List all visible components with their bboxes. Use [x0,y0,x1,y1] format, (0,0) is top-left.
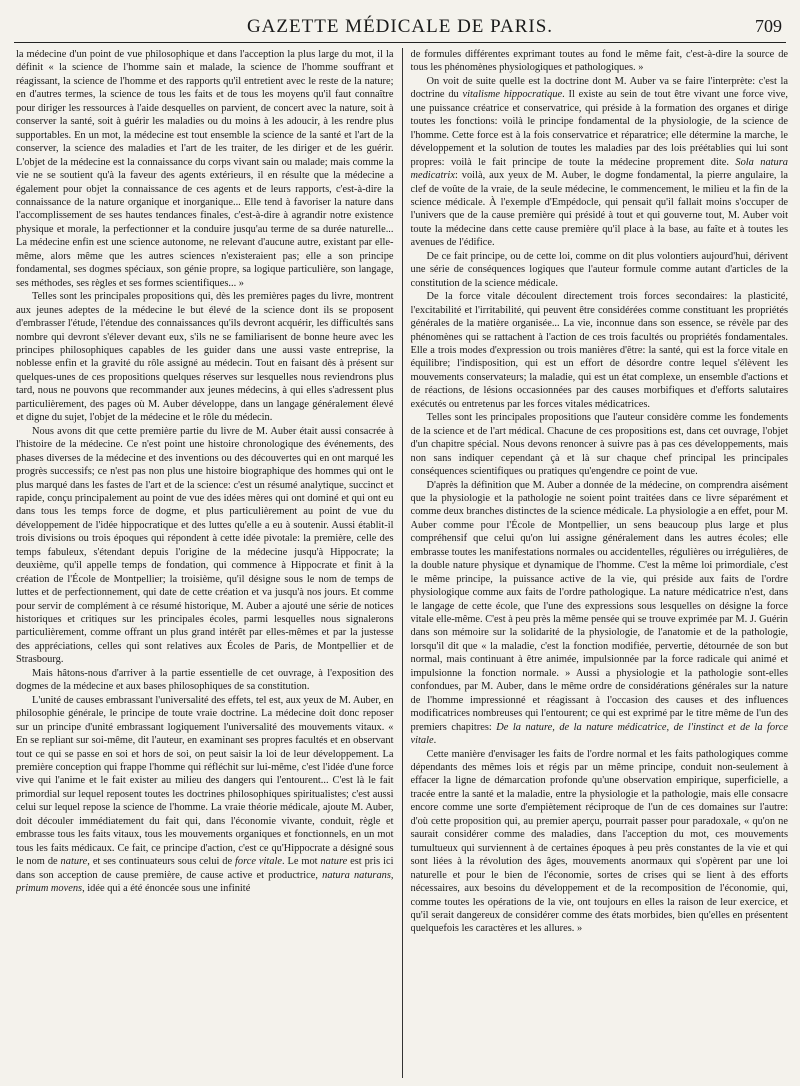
italic-term: natura naturans, primum movens [16,869,394,895]
paragraph: De la force vitale découlent directement trois forces secondaires: la plasticité, l'excitabilité et l'irritabilité, qui peuvent être considérées comme constituant les propriétés générales de la matière organisée... La vie, inconnue dans son essence, se révèle par des phénomènes qui se rattachent à l'action de ces trois facultés ou propriétés fondamentales. Elle a trois modes d'expression ou trois manières d'être: la santé, qui est la force vitale en équilibre; l'indisposition, qui est un effort de désordre contre lequel s'élèvent les mouvements conservateurs; la maladie, qui est un état complexe, un ensemble d'actions et de réactions, de lésions occasionnées par des causes morbifiques et d'efforts salutaires exécutés ou entretenus par les forces vitales médicatrices. [410,291,788,410]
italic-term: nature [60,856,88,868]
italic-term: Sola natura medicatrix [410,156,788,182]
text-columns [16,48,788,1078]
text-run: D'après la définition que M. Auber a donnée de la médecine, on comprendra aisément que la physiologie et la pathologie ne soient point traitées dans ce livre séparément et comme deux branches distinctes de la science médicale. La physiologie a en effet, pour M. Auber comme pour l'École de Montpellier, un sens beaucoup plus large et plus compréhensif que celui qu'on lui assigne généralement dans les autres écoles; elle embrasse toutes les manifestations normales ou accidentelles, régulières ou irrégulières, de la double nature physique et dynamique de l'homme. C'est la même loi primordiale, c'est le même principe, la puissance active de la vie, qui préside aux faits de l'ordre physiologique comme aux faits de l'ordre pathologique. La nature médicatrice n'est, dans le langage de cette école, que l'une des expressions sous lesquelles on désigne la force vitale elle-même. C'est à peu près la même pensée qui se trouve exprimée par M. J. Guérin dans son mémoire sur la solidarité de la physiologie, de l'anatomie et de la pathologie, lorsqu'il dit que « la maladie, c'est la fonction modifiée, pervertie, détournée de son but normal, mais continuant à être animée, impulsionnée par la force radicale qui animé et impulsionne la fonction normale. » Aussi a physiologie et la pathologie sont-elles confondues, par M. Auber, dans le même ordre de considérations générales sur la nature de l'homme impressionné et réagissant à l'occasion des causes et des influences modificatrices nombreuses qui l'entourent; ce qui est exprimé par le titre même de l'un des premiers chapitres: [410,479,788,733]
page-header [14,14,786,43]
paragraph [16,694,394,896]
text-run: . [433,735,437,747]
right-column [411,48,789,1078]
left-column [16,48,394,1078]
italic-term: De la nature, de la nature médicatrice, de l'instinct et de la force vitale [410,721,788,747]
publication-title: GAZETTE MÉDICALE DE PARIS. [246,16,554,37]
text-run: : voilà, aux yeux de M. Auber, le dogme fondamental, la pierre angulaire, la clef de voûte de la vraie, de la seule médecine, le commencement, le milieu et la fin de la science médicale. À l'exemple d'Empédocle, qui pensait qu'il fallait moins s'occuper de l'univers que de la cause première qui présidé à tout et qui gouverne tout, M. Auber voit toute la médecine dans cette cause première qu'il place à la base, au faîte et à toutes les avenues de l'édifice. [410,170,788,249]
text-run: est pris ici dans son acception de cause première, de cause active et productrice, [16,856,394,881]
italic-term: nature [320,856,348,868]
paragraph: Telles sont les principales propositions qui, dès les premières pages du livre, montrent aux jeunes adeptes de la médecine le but élevé de la science dont ils se proposent d'embrasser l'étude, l'étendue des connaissances qu'ils devront acquérir, les difficultés sans nombre qui devront s'élever devant eux, s'ils ne se familiarisent de bonne heure avec les principes philosophiques capables de les guider dans une aussi vaste entreprise, la noblesse enfin et la gravité du rôle assigné au médecin. Tout en faisant dès à présent sur quelques-unes de ces propositions quelques réserves sur lesquelles nous reviendrons plus tard, nous ne pouvons que recommander aux jeunes médecins, à qui elles s'adressent plus particulièrement, des pages où M. Auber développe, dans un langage généralement élevé et digne du sujet, l'objet de la médecine et le rôle du médecin. [16,291,394,424]
paragraph: Telles sont les principales propositions que l'auteur considère comme les fondements de la science et de l'art médical. Chacune de ces propositions est, dans cet ouvrage, l'objet d'un chapitre spécial. Nous devons renoncer à suivre pas à pas ces développements, mais non sans indiquer cependant çà et là sur chaque chef principal les principales conséquences scientifiques ou pratiques qu'engendre ce point de vue. [410,412,788,478]
text-run: . Le mot [281,856,321,868]
paragraph [411,75,789,250]
text-run: , idée qui a été énoncée sous une infinité [82,883,251,895]
italic-term: vitalisme hippocratique [462,89,563,101]
text-run: , et ses continuateurs sous celui de [87,856,235,868]
italic-term: force vitale [235,856,282,868]
paragraph: Mais hâtons-nous d'arriver à la partie essentielle de cet ouvrage, à l'exposition des dogmes de la médecine et aux bases philosophiques de sa constitution. [16,667,394,693]
page-number: 709 [755,16,782,36]
paragraph [411,479,789,748]
paragraph: de formules différentes exprimant toutes au fond le même fait, c'est-à-dire la source de tous les phénomènes physiologiques et pathologiques. » [410,49,788,74]
paragraph: De ce fait principe, ou de cette loi, comme on dit plus volontiers aujourd'hui, dérivent une série de conséquences logiques que l'auteur formule comme autant d'articles de la constitution de la science médicale. [410,250,788,289]
text-run: On voit de suite quelle est la doctrine dont M. Auber va se faire l'interprète: c'est la doctrine du [410,75,788,101]
paragraph: Cette manière d'envisager les faits de l'ordre normal et les faits pathologiques comme dépendants des mêmes lois et régis par un même principe, conduit non-seulement à effacer la ligne de démarcation profonde qu'une observation empirique, superficielle, a tracée entre la santé et la maladie, entre la physiologie et la pathologie, mais elle consacre encore comme une sorte d'empiètement réciproque de l'un de ces domaines sur l'autre: d'où cette proposition qui, au premier aperçu, pourrait passer pour paradoxale, « qu'on ne saurait considérer comme des maladies, dans l'acception du mot, ces mouvements tumultueux qui surviennent à de certaines époques à peu près constantes de la vie et qui sont liées à la révolution des âges, mouvements anormaux qui s'opèrent par une loi naturelle et pour le bien de l'économie, sortes de crises qui se lient à des efforts nécessaires, aux besoins du développement et de la recomposition de l'économie, qui, comme toutes les opérations de la vie, ont toujours en elles la raison de leur exercice, et qu'il serait dangereux de considérer comme des états morbides, bien qu'elles en présentent quelquefois les caractères et les allures. » [410,748,788,935]
text-run: L'unité de causes embrassant l'universalité des effets, tel est, aux yeux de M. Auber, en philosophie générale, le principe de toute vraie doctrine. La médecine doit donc reposer sur un principe d'unité embrassant logiquement l'universalité des mouvements vitaux. « En se repliant sur soi-même, dit l'auteur, en examinant ses propres facultés et en observant tout ce qui se passe en soi et hors de soi, on peut saisir la loi de leur développement. La première conception qui frappe l'homme qui réfléchit sur lui-même, c'est l'idée d'une force vive qui l'anime et le fait exister au milieu des dangers qui l'entourent... C'est là le fait primordial sur lequel reposent toutes les doctrines philosophiques spiritualistes; c'est aussi celui sur lequel repose la science de l'homme. La vraie théorie médicale, ajoute M. Auber, doit découler immédiatement du fait qui, dans l'économie vivante, conduit, règle et embrasse tous les faits vitaux, tous les mouvements organiques et fonctionnels, en un mot tous les faits médicaux. Ce fait, ce principe d'action, c'est ce qu'Hippocrate a désigné sous le nom de [16,694,394,868]
column-divider [402,48,403,1078]
paragraph: Nous avons dit que cette première partie du livre de M. Auber était aussi consacrée à l'histoire de la médecine. Ce n'est point une histoire chronologique des événements, des phases diverses de la médecine et des inventions ou des découvertes qui en ont marqué les progrès successifs; ce n'est pas non plus une histoire biographique des hommes qui ont le plus marqué dans les fastes de l'art et de la science: c'est un résumé analytique, succinct et rapide, conçu principalement au point de vue des idées mères qui ont dominé et qui ont eu dans tous les temps force de dogme, et plus particulièrement au point de vue du développement de l'idée hippocratique et des luttes qu'elle a eu à soutenir. Aussi établit-il trois divisions ou trois époques qui répondent à cette idée pivotale: la première, celle des temps fabuleux, s'étendant depuis l'origine de la médecine jusqu'à Hippocrate; la deuxième, qu'il appelle temps de fondation, qui commence à Hippocrate et finit à la création de l'École de Montpellier; la troisième, qu'il désigne sous le nom de temps de luttes et de perfectionnement, qui date de cette création et va jusqu'à nos jours. Et comme pour servir de complément à ce résumé historique, M. Auber a ajouté une série de notices historiques et critiques sur les principales écoles, parmi lesquelles nous signalerons particulièrement, comme offrant un plus grand intérêt par elles-mêmes et par la justesse des appréciations, celles qui sont relatives aux Écoles de Paris, de Montpellier et de Strasbourg. [16,425,394,666]
paragraph: la médecine d'un point de vue philosophique et dans l'acception la plus large du mot, il la définit « la science de l'homme sain et malade, la science de l'homme souffrant et réagissant, la science de l'homme et des rapports qu'il entretient avec le reste de la nature; en d'autres termes, la science de tous les faits et de tous les moyens qu'il faut connaître pour diriger les ressources à l'aide desquelles on parvient, de concert avec la nature, soit à conserver la santé, soit à guérir les maladies ou du moins à les adoucir, à les rendre plus supportables. En un mot, la médecine est tout ensemble la science de la santé et l'art de la conserver, la science des maladies et l'art de les traiter, de les diriger et de les guérir. L'objet de la médecine est la connaissance du corps vivant sain ou malade; mais comme la vie ne se soutient qu'à la faveur des agents extérieurs, il en résulte que la médecine a également pour objet la connaissance de ces agents et de leurs rapports, c'est-à-dire la connaissance de la nature organique et inorganique... Elle tend à favoriser la nature dans l'accomplissement de ses hautes tendances finales, c'est-à-dire à agrandir notre existence physique et morale, la perfectionner et la conduire jusqu'au terme de sa durée naturelle... La médecine enfin est une science autonome, ne relevant d'aucune autre, existant par elle-même, alors même que les autres sciences n'existeraient pas; elle a son principe fondamental, ses dogmes spéciaux, son génie propre, sa logique particulière, son langage, ses méthodes, ses règles et ses formes scientifiques... » [16,49,394,289]
text-run: . Il existe au sein de tout être vivant une force vive, une puissance créatrice et conservatrice, qui préside à la formation des organes et dirige toutes les fonctions: voilà le principe fondamental de la physiologie, de la science de l'homme. Cette force est à la fois conservatrice et réparatrice; elle détermine la marche, le développement et la solution de toutes les maladies par des lois préétablies qui lui sont propres: voilà le fait principe de toute la médecine proprement dite. [410,89,788,168]
